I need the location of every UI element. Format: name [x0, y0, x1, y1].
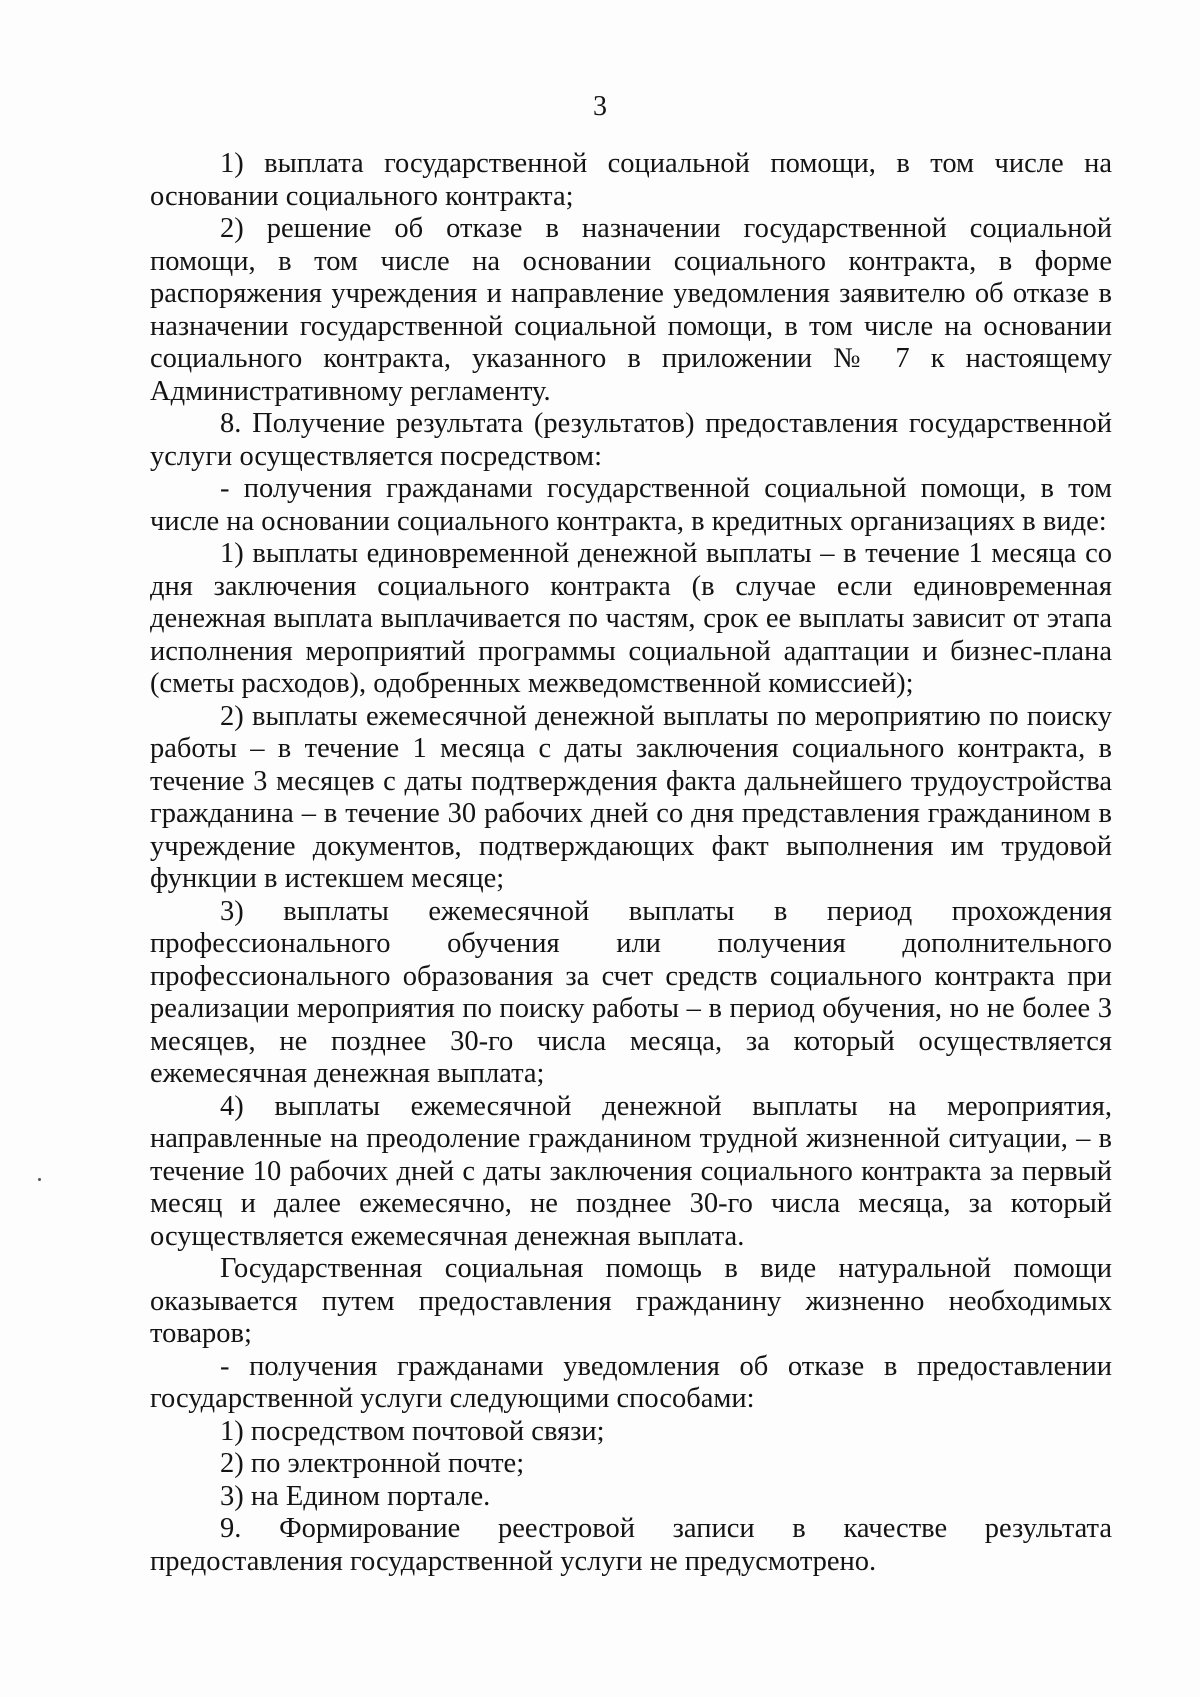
paragraph-item-1: 1) выплата государственной социальной помощи, в том числе на основании социального контракта;	[150, 148, 1112, 212]
paragraph-section-8: 8. Получение результата (результатов) предоставления государственной услуги осуществляется посредством:	[150, 408, 1112, 472]
paragraph-payment-3: 3) выплаты ежемесячной выплаты в период прохождения профессионального обучения или получения дополнительного профессионального образования за счет средств социального контракта при реализации мероприятия по поиску работы – в период обучения, но не более 3 месяцев, не позднее 30-го числа месяца, за который осуществляется ежемесячная денежная выплата;	[150, 895, 1112, 1089]
document-body	[150, 148, 1112, 1578]
page-number: 3	[593, 91, 607, 122]
paragraph-method-portal: 3) на Едином портале.	[220, 1480, 491, 1512]
paragraph-natural-assistance: Государственная социальная помощь в виде натуральной помощи оказывается путем предоставления гражданину жизненно необходимых товаров;	[150, 1253, 1112, 1349]
paragraph-payment-2: 2) выплаты ежемесячной денежной выплаты по мероприятию по поиску работы – в течение 1 месяца с даты заключения социального контракта, в течение 3 месяцев с даты подтверждения факта дальнейшего трудоустройства гражданина – в течение 30 рабочих дней со дня представления гражданином в учреждение документов, подтверждающих факт выполнения им трудовой функции в истекшем месяце;	[150, 700, 1112, 894]
paragraph-method-mail: 1) посредством почтовой связи;	[220, 1415, 605, 1447]
paragraph-method-email: 2) по электронной почте;	[220, 1448, 525, 1479]
paragraph-receipt-assistance: - получения гражданами государственной социальной помощи, в том числе на основании социального контракта, в кредитных организациях в виде:	[150, 473, 1112, 537]
paragraph-payment-1: 1) выплаты единовременной денежной выплаты – в течение 1 месяца со дня заключения социального контракта (в случае если единовременная денежная выплата выплачивается по частям, срок ее выплаты зависит от этапа исполнения мероприятий программы социальной адаптации и бизнес-плана (сметы расходов), одобренных межведомственной комиссией);	[150, 538, 1112, 699]
scan-speck	[38, 1178, 41, 1181]
paragraph-refusal-notice: - получения гражданами уведомления об отказе в предоставлении государственной услуги следующими способами:	[150, 1350, 1112, 1414]
paragraph-item-2: 2) решение об отказе в назначении государственной социальной помощи, в том числе на основании социального контракта, в форме распоряжения учреждения и направление уведомления заявителю об отказе в назначении государственной социальной помощи, в том числе на основании социального контракта, указанного в приложении № 7 к настоящему Административному регламенту.	[150, 213, 1112, 407]
paragraph-section-9: 9. Формирование реестровой записи в качестве результата предоставления государственной услуги не предусмотрено.	[150, 1513, 1112, 1577]
paragraph-payment-4: 4) выплаты ежемесячной денежной выплаты на мероприятия, направленные на преодоление гражданином трудной жизненной ситуации, – в течение 10 рабочих дней с даты заключения социального контракта за первый месяц и далее ежемесячно, не позднее 30-го числа месяца, за который осуществляется ежемесячная денежная выплата.	[150, 1090, 1112, 1252]
